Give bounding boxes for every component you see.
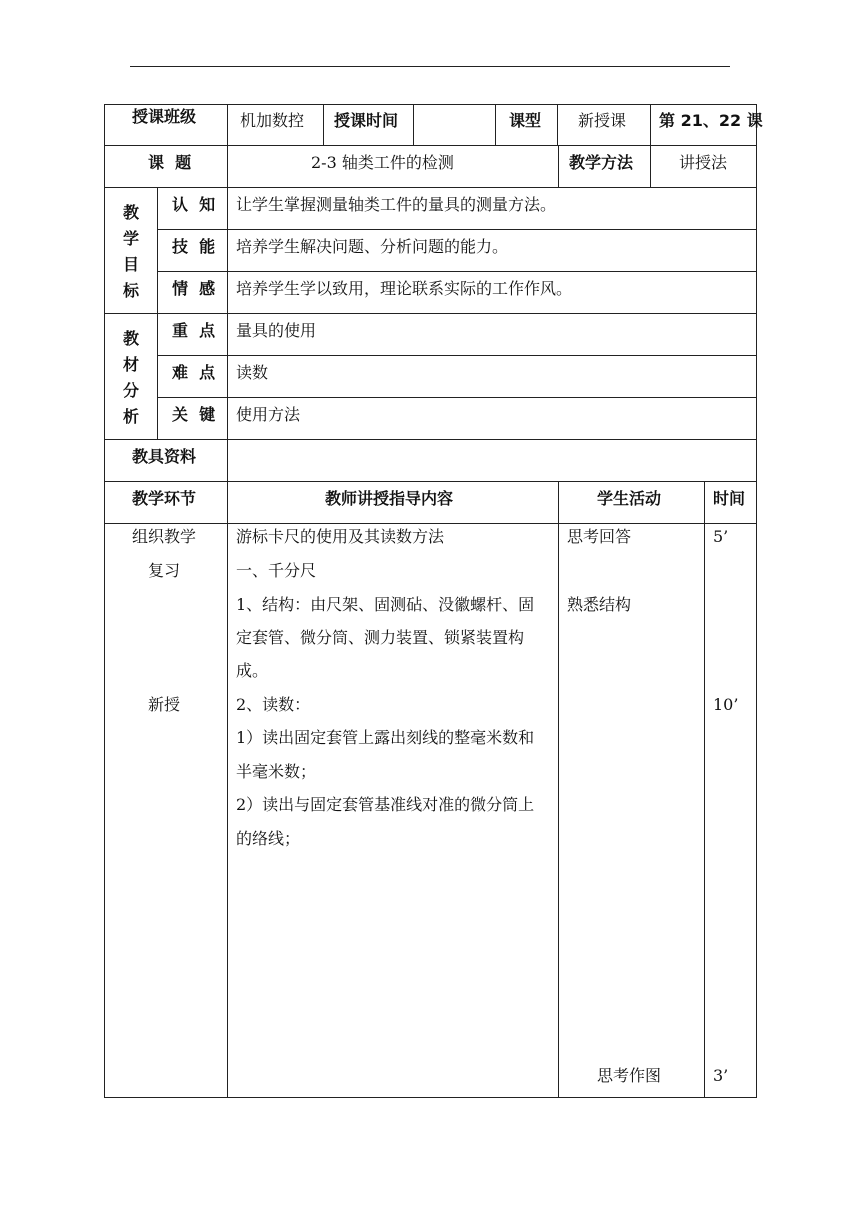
method-value-cell <box>651 146 757 188</box>
goal-label-cell <box>158 188 228 230</box>
analysis-key-text: 使用方法 <box>236 405 301 424</box>
class-label: 授课班级 <box>132 107 197 126</box>
type-value: 新授课 <box>578 111 627 130</box>
goals-char-4: 标 <box>122 281 139 300</box>
class-label-cell <box>104 104 228 146</box>
content-line: 成。 <box>236 661 269 680</box>
type-label-cell <box>496 104 558 146</box>
lesson-number: 第 21、22 课 <box>659 111 763 130</box>
header-rule <box>130 66 730 67</box>
goal-text-cell <box>228 230 757 272</box>
topic-value: 2-3 轴类工件的检测 <box>311 153 454 172</box>
analysis-group-label <box>120 326 142 430</box>
topic-value-cell <box>228 146 559 188</box>
time-value: 3’ <box>713 1066 729 1085</box>
student-activity: 思考作图 <box>597 1066 662 1085</box>
topic-label-cell <box>104 146 228 188</box>
analysis-text-cell <box>228 398 757 440</box>
time-value: 5’ <box>713 527 729 546</box>
process-header-student: 学生活动 <box>597 489 662 508</box>
process-header-content-cell <box>228 482 559 524</box>
type-label: 课型 <box>509 111 542 130</box>
goal-cognitive-text: 让学生掌握测量轴类工件的量具的测量方法。 <box>236 195 557 214</box>
analysis-key-point-text: 量具的使用 <box>236 321 317 340</box>
class-value-cell <box>228 104 324 146</box>
goals-char-2: 学 <box>122 229 139 248</box>
content-line: 半毫米数； <box>236 762 317 781</box>
stage-review: 复习 <box>148 561 181 580</box>
lesson-number-cell <box>651 104 763 146</box>
analysis-char-3: 分 <box>122 381 139 400</box>
process-content-cell <box>228 524 559 1098</box>
goals-char-1: 教 <box>122 203 139 222</box>
analysis-key-label: 关 键 <box>172 405 216 424</box>
topic-label: 课 题 <box>148 153 192 172</box>
goal-text-cell <box>228 188 757 230</box>
goal-text-cell <box>228 272 757 314</box>
materials-label: 教具资料 <box>132 447 197 466</box>
process-header-time-cell <box>705 482 757 524</box>
analysis-key-point-label: 重 点 <box>172 321 216 340</box>
materials-label-cell <box>104 440 228 482</box>
content-line: 游标卡尺的使用及其读数方法 <box>236 527 445 546</box>
goal-label-cell <box>158 230 228 272</box>
stage-new-lesson: 新授 <box>148 695 181 714</box>
analysis-difficulty-label: 难 点 <box>172 363 216 382</box>
process-header-time: 时间 <box>713 489 746 508</box>
method-value: 讲授法 <box>679 153 728 172</box>
student-activity: 熟悉结构 <box>567 595 632 614</box>
time-value: 10’ <box>713 695 739 714</box>
analysis-label-cell <box>158 398 228 440</box>
student-activity: 思考回答 <box>567 527 632 546</box>
analysis-char-1: 教 <box>122 329 139 348</box>
stage-organize: 组织教学 <box>132 527 197 546</box>
process-header-stage-cell <box>104 482 228 524</box>
process-time-cell <box>705 524 757 1098</box>
content-line: 2）读出与固定套管基准线对准的微分筒上 <box>236 795 535 814</box>
process-stage-cell <box>104 524 228 1098</box>
analysis-text-cell <box>228 356 757 398</box>
type-value-cell <box>558 104 651 146</box>
class-value: 机加数控 <box>240 111 305 130</box>
analysis-difficulty-text: 读数 <box>236 363 269 382</box>
analysis-label-cell <box>158 314 228 356</box>
time-label: 授课时间 <box>334 111 399 130</box>
goal-emotion-label: 情 感 <box>172 279 216 298</box>
content-line: 的络线； <box>236 829 301 848</box>
process-header-content: 教师讲授指导内容 <box>325 489 454 508</box>
goals-group-cell <box>104 188 158 314</box>
process-header-student-cell <box>559 482 705 524</box>
materials-value-cell <box>228 440 757 482</box>
analysis-text-cell <box>228 314 757 356</box>
method-label-cell <box>559 146 651 188</box>
goals-group-label <box>120 200 142 304</box>
time-value-cell <box>414 104 496 146</box>
content-line: 1）读出固定套管上露出刻线的整毫米数和 <box>236 728 535 747</box>
content-line: 2、读数： <box>236 695 311 714</box>
method-label: 教学方法 <box>569 153 634 172</box>
goal-emotion-text: 培养学生学以致用，理论联系实际的工作作风。 <box>236 279 573 298</box>
goal-label-cell <box>158 272 228 314</box>
process-header-stage: 教学环节 <box>132 489 197 508</box>
analysis-label-cell <box>158 356 228 398</box>
analysis-char-2: 材 <box>122 355 139 374</box>
content-line: 1、结构：由尺架、固测砧、没徽螺杆、固 <box>236 595 535 614</box>
goals-char-3: 目 <box>122 255 139 274</box>
content-line: 定套管、微分筒、测力装置、锁紧装置构 <box>236 628 525 647</box>
time-label-cell <box>324 104 414 146</box>
goal-skill-label: 技 能 <box>172 237 216 256</box>
goal-cognitive-label: 认 知 <box>172 195 216 214</box>
analysis-char-4: 析 <box>122 407 139 426</box>
content-line: 一、千分尺 <box>236 561 317 580</box>
analysis-group-cell <box>104 314 158 440</box>
goal-skill-text: 培养学生解决问题、分析问题的能力。 <box>236 237 509 256</box>
process-student-cell <box>559 524 705 1098</box>
